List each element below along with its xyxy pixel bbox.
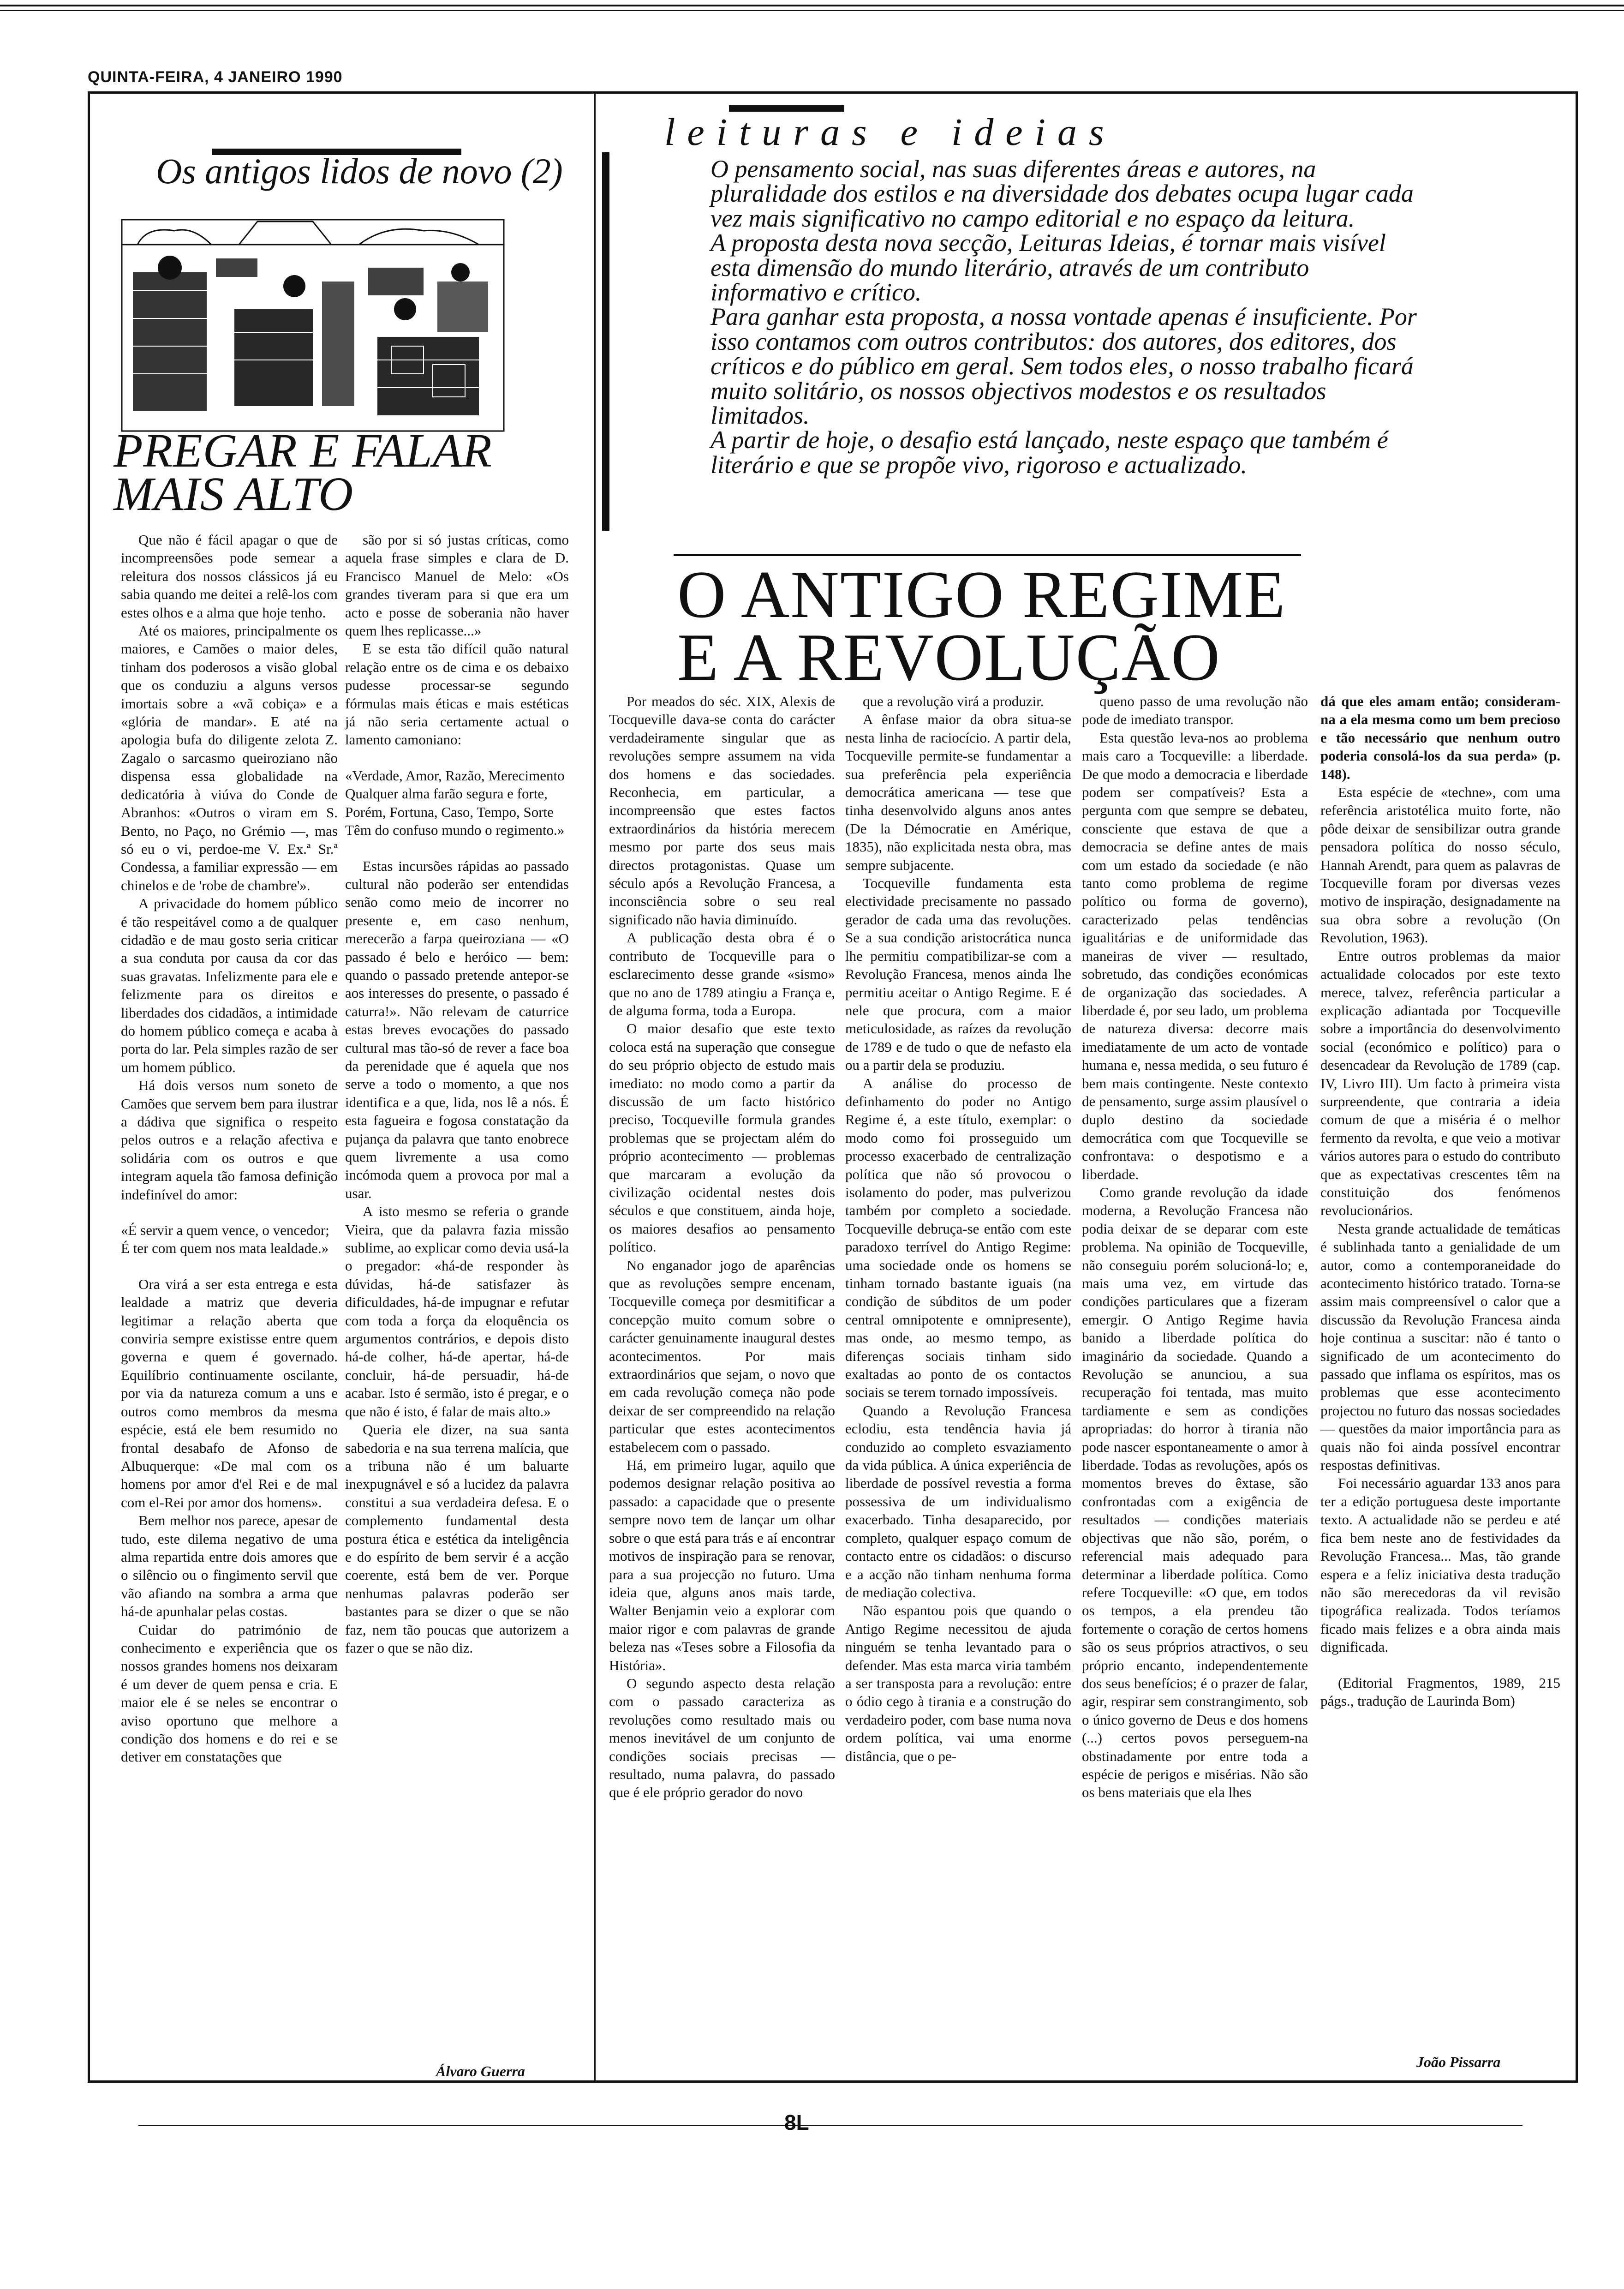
page-top-rule — [0, 5, 1624, 6]
section-divider — [594, 91, 596, 2083]
left-author: Álvaro Guerra — [436, 2063, 525, 2079]
right-article-column-3 — [1082, 692, 1308, 1802]
quote: «Verdade, Amor, Razão, Merecimento Qualquer alma farão segura e forte, Porém, Fortuna, Caso, Tempo, Sorte Têm do confuso mundo o regimento.» — [345, 767, 565, 839]
frame-top — [88, 91, 1578, 94]
paragraph: A publicação desta obra é o contributo de Tocqueville para o esclarecimento desse grande «sismo» que no ano de 1789 atingiu a França e, de alguma forma, toda a Europa. — [609, 929, 835, 1019]
paragraph: Esta questão leva-nos ao problema mais caro a Tocqueville: a liberdade. De que modo a democracia e liberdade podem ser compatíveis? Esta a pergunta com que sempre se debateu, consciente que estava de que a democracia se define antes de mais com um estado da sociedade (e não tanto como problema de regime político ou forma de governo), caracterizado pelas tendências igualitárias e de uniformidade das maneiras de viver — resultado, sobretudo, das condições económicas de organização das sociedades. A liberdade é, por seu lado, um problema de natureza diversa: decorre mais imediatamente de um acto de vontade humana e, nessa medida, o seu futuro é bem mais contingente. Neste contexto de pensamento, surge assim plausível o duplo destino da sociedade democrática com que Tocqueville se confrontava: o despotismo e a liberdade. — [1082, 729, 1308, 1182]
paragraph: A isto mesmo se referia o grande Vieira, que da palavra fazia missão sublime, ao explicar como devia usá-la o pregador: «há-de responder às dúvidas, há-de satisfazer às dificuldades, há-de impugnar e refutar com toda a força da eloquência os argumentos contrários, e depois disto há-de colher, há-de apertar, há-de concluir, há-de persuadir, há-de acabar. Isto é sermão, isto é pregar, e o que não é isto, é falar de mais alto.» — [345, 1203, 569, 1420]
page-top-rule-2 — [0, 10, 1624, 11]
paragraph: Queria ele dizer, na sua santa sabedoria e na sua terrena malícia, que a tribuna não é um baluarte inexpugnável e só a lucidez da palavra constitui a sua verdadeira defesa. E o complemento fundamental desta postura ética e estética da inteligência e do espírito de bem servir é a acção coerente, está bem de ver. Porque nenhumas palavras poderão ser bastantes para se dizer o que se não faz, nem tão poucas que autorizem a fazer o que se não diz. — [345, 1421, 569, 1656]
right-author: João Pissarra — [1416, 2054, 1501, 2070]
paragraph: A análise do processo de definhamento do poder no Antigo Regime é, a este título, exemplar: o modo como foi prosseguido um processo exacerbado de centralização política que não só provocou o isolamento do poder, mas pulverizou também por completo a sociedade. Tocqueville debruça-se então com este paradoxo terrível do Antigo Regime: uma sociedade onde os homens se tinham tornado bastante iguais (na condição de súbditos de um poder central omnipotente e omnipresente), mas onde, ao mesmo tempo, as diferenças sociais tinham sido exaltadas ao ponto de os contactos sociais se terem tornado impossíveis. — [845, 1075, 1071, 1401]
page-number: 8L — [784, 2110, 809, 2134]
paragraph: queno passo de uma revolução não pode de imediato transpor. — [1082, 693, 1308, 728]
intro-paragraph: A partir de hoje, o desafio está lançado, neste espaço que também é literário e que se propõe vivo, rigoroso e actualizado. — [710, 426, 1388, 479]
intro-side-bar — [602, 152, 609, 531]
frame-left — [88, 91, 90, 2083]
paragraph: (Editorial Fragmentos, 1989, 215 págs., tradução de Laurinda Bom) — [1320, 1674, 1560, 1709]
left-headline — [113, 424, 492, 521]
paragraph: Por meados do séc. XIX, Alexis de Tocqueville dava-se conta do carácter verdadeiramente singular que as revoluções sempre assumem na vida dos homens e das sociedades. Reconhecia, em particular, a incompreensão que estes factos extraordinários da história merecem mesmo por parte dos seus mais directos protagonistas. Quase um século após a Revolução Francesa, a inconsciência sobre o seu real significado não havia diminuído. — [609, 693, 835, 928]
issue-date: QUINTA-FEIRA, 4 JANEIRO 1990 — [88, 68, 343, 86]
left-headline-line-2: MAIS ALTO — [113, 467, 354, 521]
series-title: Os antigos lidos de novo (2) — [156, 151, 563, 191]
footer-rule — [138, 2125, 1522, 2126]
paragraph: E se esta tão difícil quão natural relação entre os de cima e os debaixo pudesse processar-se segundo fórmulas mais éticas e mais estéticas já não seria certamente actual o lamento camoniano: — [345, 641, 569, 748]
paragraph: Até os maiores, principalmente os maiores, e Camões o maior deles, tinham dos poderosos a visão global que os conduziu a alguns versos imortais sobre a «vã cobiça» e a «glória de mandar». E até na apologia bufa do diligente zelota Z. Zagalo o sarcasmo queiroziano não dispensa essa globalidade na dedicatória à viúva do Conde de Abranhos: «Outros o viram em S. Bento, no Paço, no Grémio —, mas só eu o vi, perdoe-me V. Ex.ª Sr.ª Condessa, a familiar expressão — em chinelos e de 'robe de chambre'». — [121, 623, 338, 893]
intro-paragraph: O pensamento social, nas suas diferentes áreas e autores, na pluralidade dos estilos e na diversidade dos debates ocupa lugar cada vez mais significativo no campo editorial e no espaço da leitura. — [710, 155, 1414, 232]
paragraph: A privacidade do homem público é tão respeitável como a de qualquer cidadão e de mau gosto seria criticar a sua conduta por causa da cor das suas gravatas. Infelizmente para ele e felizmente para os direitos e liberdades dos cidadãos, a intimidade do homem público começa e acaba à porta do lar. Pela simples razão de ser um homem público. — [121, 895, 338, 1075]
section-intro — [710, 157, 1430, 477]
paragraph: Nesta grande actualidade de temáticas é sublinhada tanto a genialidade de um autor, como a contemporaneidade do acontecimento histórico tratado. Torna-se assim mais compreensível o calor que a discussão da Revolução Francesa ainda hoje continua a suscitar: não é tanto o significado de um acontecimento do passado que inflama os espíritos, mas os problemas que esse acontecimento projectou no futuro das nossas sociedades — questões da maior importância para as quais não foi ainda possível encontrar respostas definitivas. — [1320, 1220, 1560, 1474]
section-kicker: leituras e ideias — [664, 111, 1116, 154]
paragraph: No enganador jogo de aparências que as revoluções sempre encenam, Tocqueville começa por desmitificar a concepção muito comum sobre o carácter genuinamente inaugural destes acontecimentos. Por mais extraordinários que sejam, o novo que em cada revolução começa não pode deixar de ser compreendido na relação particular que estes acontecimentos estabelecem com o passado. — [609, 1257, 835, 1455]
paragraph: Estas incursões rápidas ao passado cultural não poderão ser entendidas senão como meio de incorrer no presente e, em caso nenhum, merecerão a farpa queiroziana — «O passado é belo e heróico — bem: quando o passado pretende antepor-se aos interesses do presente, o passado é caturra!». Não relevam de caturrice estas breves evocações do passado cultural mas tão-só de rever a face boa da perenidade que é aquela que nos serve a todo o momento, a que nos identifica e a que, lida, nos lê a nós. É esta fagueira e fogosa constatação da pujança da palavra que tanto enobrece quem livremente a usa como incómoda quem a provoca por mal a usar. — [345, 857, 569, 1201]
intro-paragraph: Para ganhar esta proposta, a nossa vontade apenas é insuficiente. Por isso contamos com outros contributos: dos autores, dos editores, dos críticos e do público em geral. Sem todos eles, o nosso trabalho ficará muito solitário, os nossos objectivos modestos e os resultados limitados. — [710, 303, 1417, 430]
main-headline-rule — [674, 554, 1301, 556]
paragraph: O segundo aspecto desta relação com o passado caracteriza as revoluções como resultado mais ou menos inevitável de um conjunto de condições sociais precisas — resultado, numa palavra, do passado que é ele próprio gerador do novo — [609, 1675, 835, 1801]
paragraph: Quando a Revolução Francesa eclodiu, esta tendência havia já conduzido ao completo esvaziamento da vida pública. A única experiência de liberdade de possível revestia a forma possessiva de um individualismo exacerbado. Tinha desaparecido, por completo, qualquer espaço comum de contacto entre os cidadãos: o discurso e a acção não tinham nenhuma forma de mediação colectiva. — [845, 1402, 1071, 1600]
paragraph: O maior desafio que este texto coloca está na superação que consegue do seu próprio objecto de estudo mais imediato: no modo como a partir da discussão de um facto histórico preciso, Tocqueville formula grandes problemas que se projectam além do próprio acontecimento — problemas que marcaram a evolução da civilização ocidental nestes dois séculos e que constituem, ainda hoje, os maiores desafios ao pensamento político. — [609, 1020, 835, 1255]
paragraph: Tocqueville fundamenta esta electividade precisamente no passado gerador de cada uma das revoluções. Se a sua condição aristocrática nunca lhe permitiu compatibilizar-se com a Revolução Francesa, menos ainda lhe permitiu aceitar o Antigo Regime. E é nele que procura, com a maior meticulosidade, as raízes da revolução de 1789 e de tudo o que de nefasto ela ou a partir dela se produziu. — [845, 875, 1071, 1073]
right-article-column-2 — [845, 692, 1071, 1765]
quote: «É servir a quem vence, o vencedor; É ter com quem nos mata lealdade.» — [121, 1222, 329, 1257]
frame-bottom — [88, 2080, 1578, 2083]
right-article-column-1 — [609, 692, 835, 1802]
paragraph: dá que eles amam então; consideram-na a ela mesma como um bem precioso e tão necessário que nenhum outro poderia consolá-los da sua perda» (p. 148). — [1320, 693, 1560, 782]
left-article-column-2 — [345, 531, 569, 1657]
frame-right — [1576, 91, 1578, 2083]
paragraph: Cuidar do património de conhecimento e experiência que os nossos grandes homens nos deixaram é um dever de quem pensa e cria. E maior ele é se neles se encontrar o aviso oportuno que melhore a condição dos homens e do rei e se detiver em constatações que — [121, 1621, 338, 1765]
paragraph: são por si só justas críticas, como aquela frase simples e clara de D. Francisco Manuel de Melo: «Os grandes tiveram para si que era um acto e posse de soberania não haver quem lhes replicasse...» — [345, 532, 569, 639]
paragraph: Que não é fácil apagar o que de incompreensões pode semear a releitura dos nossos clássicos já eu sabia quando me deitei a relê-los com estes olhos e a alma que hoje tenho. — [121, 532, 338, 621]
paragraph: A ênfase maior da obra situa-se nesta linha de raciocício. A partir dela, Tocqueville permite-se fundamentar a sua preferência pela experiência democrática americana — tese que tinha desenvolvido alguns anos antes (De la Démocratie en Amérique, 1835), não explicitada nesta obra, mas sempre subjacente. — [845, 711, 1071, 873]
paragraph: Há, em primeiro lugar, aquilo que podemos designar relação positiva ao passado: a capacidade que o presente sempre novo tem de lançar um olhar sobre o que está para trás e aí encontrar motivos de inspiração para se renovar, para a sua projecção no futuro. Uma ideia que, alguns anos mais tarde, Walter Benjamin veio a explorar com maior rigor e com palavras de grande beleza nas «Teses sobre a Filosofia da História». — [609, 1457, 835, 1673]
main-headline-line-1: O ANTIGO REGIME — [677, 557, 1286, 632]
main-headline-line-2: E A REVOLUÇÃO — [677, 620, 1221, 695]
left-article-column-1 — [121, 531, 338, 1766]
paragraph: Entre outros problemas da maior actualidade colocados por este texto merece, talvez, referência particular a explicação adiantada por Tocqueville sobre a importância do desenvolvimento social (económico e político) para o desencadear da Revolução de 1789 (cap. IV, Livro III). Um facto à primeira vista surpreendente, que contraria a ideia comum de que a miséria é o melhor fermento da revolta, e que veio a motivar vários autores para o estudo do contributo que as expectativas crescentes têm na constituição dos fenómenos revolucionários. — [1320, 947, 1560, 1219]
left-headline-line-1: PREGAR E FALAR — [113, 424, 492, 477]
paragraph: que a revolução virá a produzir. — [863, 693, 1044, 709]
right-article-column-4 — [1320, 692, 1560, 1710]
paragraph: Bem melhor nos parece, apesar de tudo, este dilema negativo de uma alma repartida entre dois amores que o silêncio ou o fingimento servil que vão afiando na sombra a arma que há-de apunhalar pelas costas. — [121, 1512, 338, 1620]
paragraph: Como grande revolução da idade moderna, a Revolução Francesa não podia deixar de se deparar com este problema. Na opinião de Tocqueville, não conseguiu porém solucioná-lo; e, mais uma vez, em virtude das condições particulares que a fizeram emergir. O Antigo Regime havia banido a liberdade política do imaginário da sociedade. Quando a Revolução se anunciou, a sua recuperação foi tentada, mas muito tardiamente e sem as condições apropriadas: do horror à tirania não pode nascer espontaneamente o amor à liberdade. Todas as revoluções, após os momentos breves do êxtase, são confrontadas com a exigência de resultados — condições materiais objectivas que não são, porém, o referencial mais adequado para determinar a liberdade política. Como refere Tocqueville: «O que, em todos os tempos, a ela prendeu tão fortemente o coração de certos homens são os seus próprios atractivos, o seu próprio encanto, independentemente dos seus benefícios; é o prazer de falar, agir, respirar sem constrangimento, sob o único governo de Deus e dos homens (...) certos povos perseguem-na obstinadamente por entre toda a espécie de perigos e misérias. Não são os bens materiais que ela lhes — [1082, 1184, 1308, 1801]
paragraph: Ora virá a ser esta entrega e esta lealdade a matriz que deveria legitimar a relação aberta que conviria sempre existisse entre quem governa e quem é governado. Equilíbrio continuamente oscilante, por via da natureza comum a uns e outros como membros da mesma espécie, está ele bem resumido no frontal desabafo de Afonso de Albuquerque: «De mal com os homens por amor d'el Rei e de mal com el-Rei por amor dos homens». — [121, 1276, 338, 1510]
intro-paragraph: A proposta desta nova secção, Leituras Ideias, é tornar mais visível esta dimensão do mundo literário, através de um contributo informativo e crítico. — [710, 229, 1386, 306]
paragraph: Esta espécie de «techne», com uma referência aristotélica muito forte, não pôde deixar de sensibilizar outra grande pensadora política do nosso século, Hannah Arendt, para quem as palavras de Tocqueville foram por diversas vezes motivo de inspiração, designadamente na sua obra sobre a revolução (On Revolution, 1963). — [1320, 784, 1560, 946]
paragraph: Não espantou pois que quando o Antigo Regime necessitou de ajuda ninguém se tenha levantado para o defender. Mas esta marca viria também a ser transposta para a revolução: entre o ódio cego à tirania e a construção do verdadeiro poder, com base numa nova ordem política, vai uma enorme distância, que o pe- — [845, 1602, 1071, 1764]
paragraph: Foi necessário aguardar 133 anos para ter a edição portuguesa deste importante texto. A actualidade não se perdeu e até fica bem neste ano de festividades da Revolução Francesa... Mas, tão grande espera e a feliz iniciativa desta tradução não são merecedoras da vil revisão tipográfica realizada. Todos teríamos ficado mais felizes e a obra ainda mais dignificada. — [1320, 1475, 1560, 1655]
main-headline — [677, 557, 1286, 695]
paragraph: Há dois versos num soneto de Camões que servem bem para ilustrar a dádiva que significa o respeito pelos outros e a relação afectiva e solidária com os outros e que integram aquela tão famosa definição indefinível do amor: — [121, 1077, 338, 1203]
engraving-illustration — [119, 217, 507, 434]
